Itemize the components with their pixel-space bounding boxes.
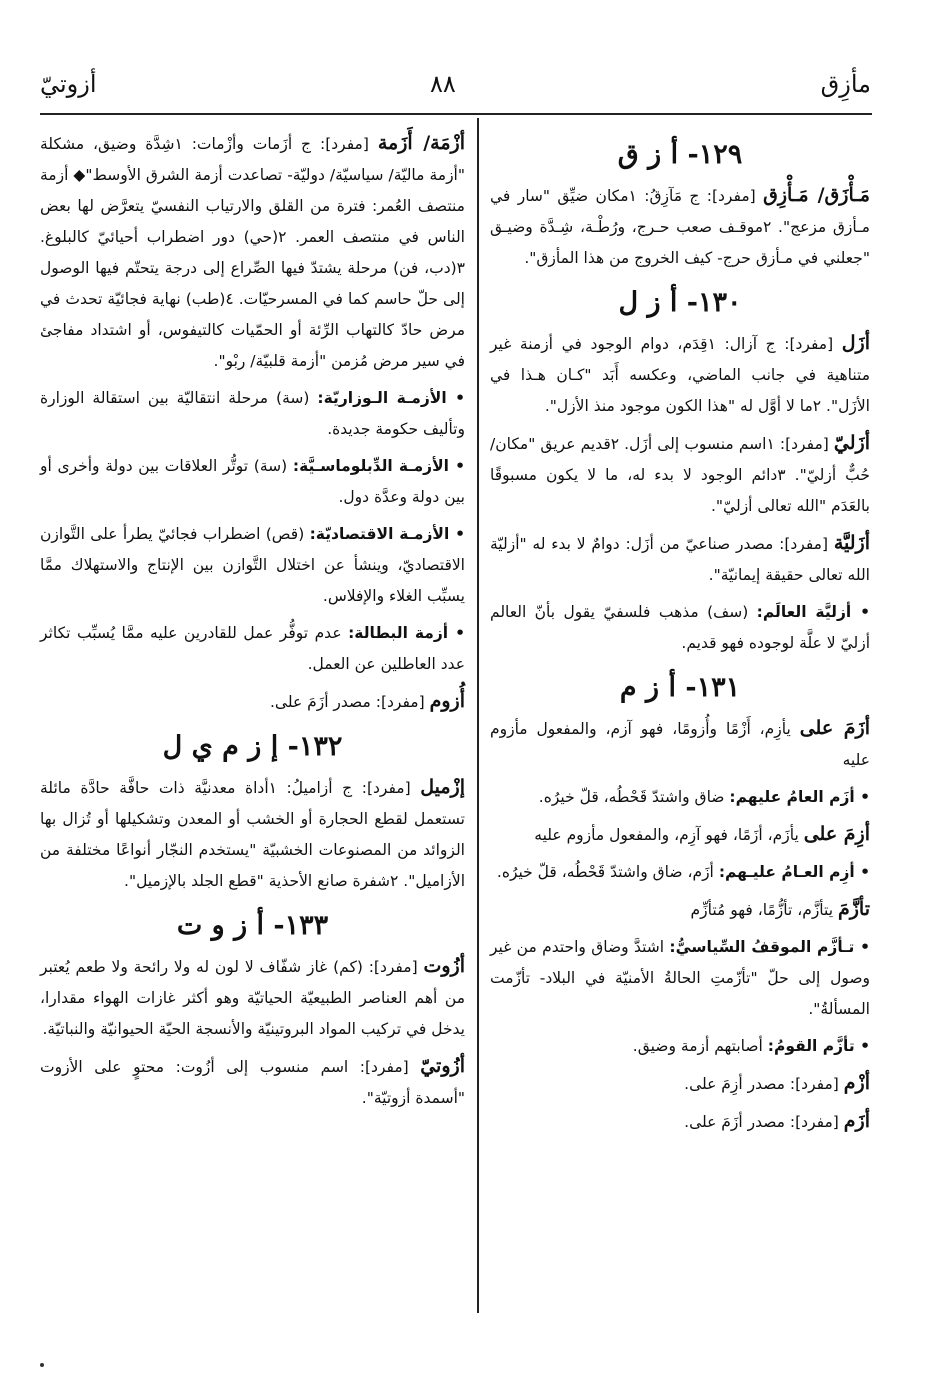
entry-definition: (سة) توتُّر العلاقات بين دولة وأخرى أو بين دولة وعدَّة دول. [40, 457, 465, 506]
entry-definition: [مفرد]: مصدر أزِمَ على. [684, 1075, 839, 1093]
margin-dot [40, 1363, 44, 1367]
dictionary-entry [490, 932, 870, 1025]
dictionary-entry [490, 328, 870, 422]
entry-subhead: • أزِم العـامُ عليـهم: [718, 863, 870, 881]
entry-subhead: • أزَم العامُ عليهم: [729, 788, 870, 806]
dictionary-entry [490, 857, 870, 888]
dictionary-entry [490, 597, 870, 659]
entry-definition: اشتدَّ وضاق واحتدم من غير وصول إلى حلّ "تأزّمتِ الحالةُ الأمنيّة في البلاد- تأزّمت المسألةُ". [490, 938, 870, 1018]
entry-headword: أزَليَّة [833, 532, 870, 554]
entry-definition: (سة) مرحلة انتقاليّة بين استقالة الوزارة وتأليف حكومة جديدة. [40, 389, 465, 438]
page-header [0, 70, 933, 110]
left-column [40, 128, 465, 1120]
entry-definition: [مفرد]: اسم منسوب إلى أزُوت: محتوٍ على الأزوت "أسمدة أزوتيّة". [40, 1058, 465, 1107]
dictionary-entry [490, 713, 870, 776]
entry-definition: [مفرد]: ج أزاميلُ: ١أداة معدنيَّة ذات حافَّة حادَّة مائلة تستعمل لقطع الحجارة أو الخشب أو المعدن وتشكيلها أو تُزال بها الزوائد من المصنوعات الخشبيّة "يستخدم النجّار أنواعًا مختلفة من الأزاميل". ٢شفرة صانع الأحذية "قطع الجلد بالإزميل". [40, 779, 465, 890]
entry-headword: أزِمَ على [803, 823, 870, 845]
right-column [490, 128, 870, 1144]
entry-definition: [مفرد]: (كم) غاز شفّاف لا لون له ولا رائحة ولا طعم يُعتبر من أهم العناصر الطبيعيّة الحياتيّة وهو أكثر غازات الهواء مقدارا، يدخل في تركيب المواد البروتينيّة والأنسجة الحيّة الحيوانيّة والنباتيّة. [40, 958, 465, 1038]
entry-definition: [مفرد]: مصدر أزَمَ على. [269, 693, 425, 711]
entry-headword: أزْمَة/ أَزَمة [377, 132, 466, 154]
dictionary-entry [490, 180, 870, 274]
entry-subhead: • تـأزَّم الموقفُ السِّياسيُّ: [669, 938, 870, 956]
entry-headword: تأزَّمَ [837, 898, 870, 920]
dictionary-entry [490, 528, 870, 591]
entry-headword: أزَل [841, 332, 870, 354]
dictionary-entry [490, 782, 870, 813]
entry-subhead: • الأزمـة الدِّبلوماسـيَّة: [292, 457, 466, 475]
dictionary-entry [490, 1031, 870, 1062]
entry-definition: [مفرد]: مصدر صناعيّ من أزَل: دوامٌ لا بدء له "أزليّة الله تعالى حقيقة إيمانيّة". [490, 535, 870, 584]
root-heading: ١٢٩- أ ز ق [617, 139, 743, 170]
entry-definition: (قص) اضطراب فجائيّ يطرأ على التَّوازن الاقتصاديّ، وينشأ عن اختلال التَّوازن بين الإنتاج والاستهلاك ممَّا يسبِّب الغلاء والإفلاس. [40, 525, 465, 605]
dictionary-entry [40, 383, 465, 445]
entry-headword: أزَم [843, 1110, 870, 1132]
dictionary-entry [40, 772, 465, 897]
dictionary-entry [490, 1068, 870, 1100]
dictionary-entry [40, 951, 465, 1045]
dictionary-entry [490, 894, 870, 926]
entry-headword: مَـأْزَق/ مَـأْزِق [763, 184, 870, 206]
root-heading: ١٣١- أ ز م [619, 672, 741, 703]
entry-headword: أزَليّ [833, 432, 871, 454]
entry-definition: يأزَم، أزَمًا، فهو آزِم، والمفعول مأزوم عليه [534, 826, 799, 844]
entry-subhead: • تأزَّم القومُ: [767, 1037, 870, 1055]
dictionary-entry [40, 128, 465, 377]
entry-definition: أصابتهم أزمة وضيق. [632, 1037, 763, 1055]
entry-subhead: • الأزمـة الـوزاريّة: [317, 389, 465, 407]
entry-definition: [مفرد]: مصدر أزَمَ على. [684, 1113, 839, 1131]
entry-definition: [مفرد]: ج أزَمات وأزْمات: ١شِدَّة وضيق، مشكلة "أزمة ماليّة/ سياسيّة/ دوليّة- تصاعدت أزمة الشرق الأوسط"◆ أزمة منتصف العُمر: فترة من القلق والارتياب النفسيّ يتعرَّض لها بعض الناس في منتصف العمر. ٢(حي) دور اضطراب أحيائيّ كالبلوغ. ٣(دب، فن) مرحلة يشتدّ فيها الصِّراع إلى درجة يتحتّم فيها الوصول إلى حلّ حاسم كما في المسرحيّات. ٤(طب) نهاية فجائيّة تحدث في مرض حادّ كالتهاب الرِّئة أو الحمّيات كالتيفوس، أو اشتداد مفاجئ في سير مرض مُزمن "أزمة قلبيّة/ ربْو". [40, 135, 465, 370]
entry-definition: أزَم، ضاق واشتدّ قَحْطُه، قلّ خيرُه. [496, 863, 714, 881]
entry-subhead: • أزليَّة العالَم: [756, 603, 870, 621]
dictionary-entry [490, 1106, 870, 1138]
page-number: ٨٨ [430, 70, 456, 98]
entry-headword: أُزوم [429, 690, 465, 712]
entry-definition: عدم توفُّر عمل للقادرين عليه ممَّا يُسبِّب تكاثر عدد العاطلين عن العمل. [40, 624, 465, 673]
entry-subhead: • أزمة البطالة: [348, 624, 465, 642]
entry-definition: [مفرد]: ج مَآزِقُ: ١مكان ضيِّق "سار في مـأزق مزعج". ٢موقـف صعب حـرج، ورُطْـة، شِـدَّة وضيـق "جعلني في مـأزق حرج- كيف الخروج من هذا المأزق". [490, 187, 870, 267]
header-guide-word-right: مأزِق [820, 70, 871, 98]
entry-headword: أزَمَ على [799, 717, 870, 739]
entry-definition: [مفرد]: ج آزال: ١قِدَم، دوام الوجود في أزمنة غير متناهية في جانب الماضي، وعكسه أَبَد "كـان هـذا في الأزَل". ٢ما لا أوَّل له "هذا الكون موجود منذ الأزل". [490, 335, 870, 415]
header-rule [40, 113, 872, 115]
root-heading: ١٣٢- إ ز م ي ل [162, 731, 343, 762]
entry-definition: ضاق واشتدّ قَحْطُه، قلّ خيرُه. [538, 788, 725, 806]
dictionary-entry [490, 428, 870, 522]
entry-headword: أزُوتيّ [420, 1055, 465, 1077]
dictionary-entry [490, 819, 870, 851]
dictionary-entry [40, 1051, 465, 1114]
dictionary-entry [40, 451, 465, 513]
entry-headword: أزْم [843, 1072, 870, 1094]
root-heading: ١٣٠- أ ز ل [618, 287, 742, 318]
root-heading: ١٣٣- أ ز و ت [176, 910, 329, 941]
entry-definition: يتأزَّم، تأزُّمًا، فهو مُتأزِّم [690, 901, 834, 919]
dictionary-entry [40, 618, 465, 680]
entry-headword: إزْميل [420, 776, 465, 798]
header-guide-word-left: أزوتيّ [40, 70, 97, 98]
entry-definition: (سف) مذهب فلسفيّ يقول بأنّ العالم أزليّ لا علَّة لوجوده فهو قديم. [490, 603, 870, 652]
entry-definition: يأزِم، أَزْمًا وأُزومًا، فهو آزم، والمفعول مأزوم عليه [490, 720, 870, 769]
entry-definition: [مفرد]: ١اسم منسوب إلى أزَل. ٢قديم عريق "مكان/ حُبٌّ أزليّ". ٣دائم الوجود لا بدء له، ما لا يكون مسبوقًا بالعَدَم "الله تعالى أزليّ". [490, 435, 870, 515]
column-divider [477, 118, 479, 1313]
dictionary-entry [40, 519, 465, 612]
dictionary-entry [40, 686, 465, 718]
entry-subhead: • الأزمـة الاقتصاديّة: [309, 525, 465, 543]
entry-headword: أزُوت [423, 955, 465, 977]
